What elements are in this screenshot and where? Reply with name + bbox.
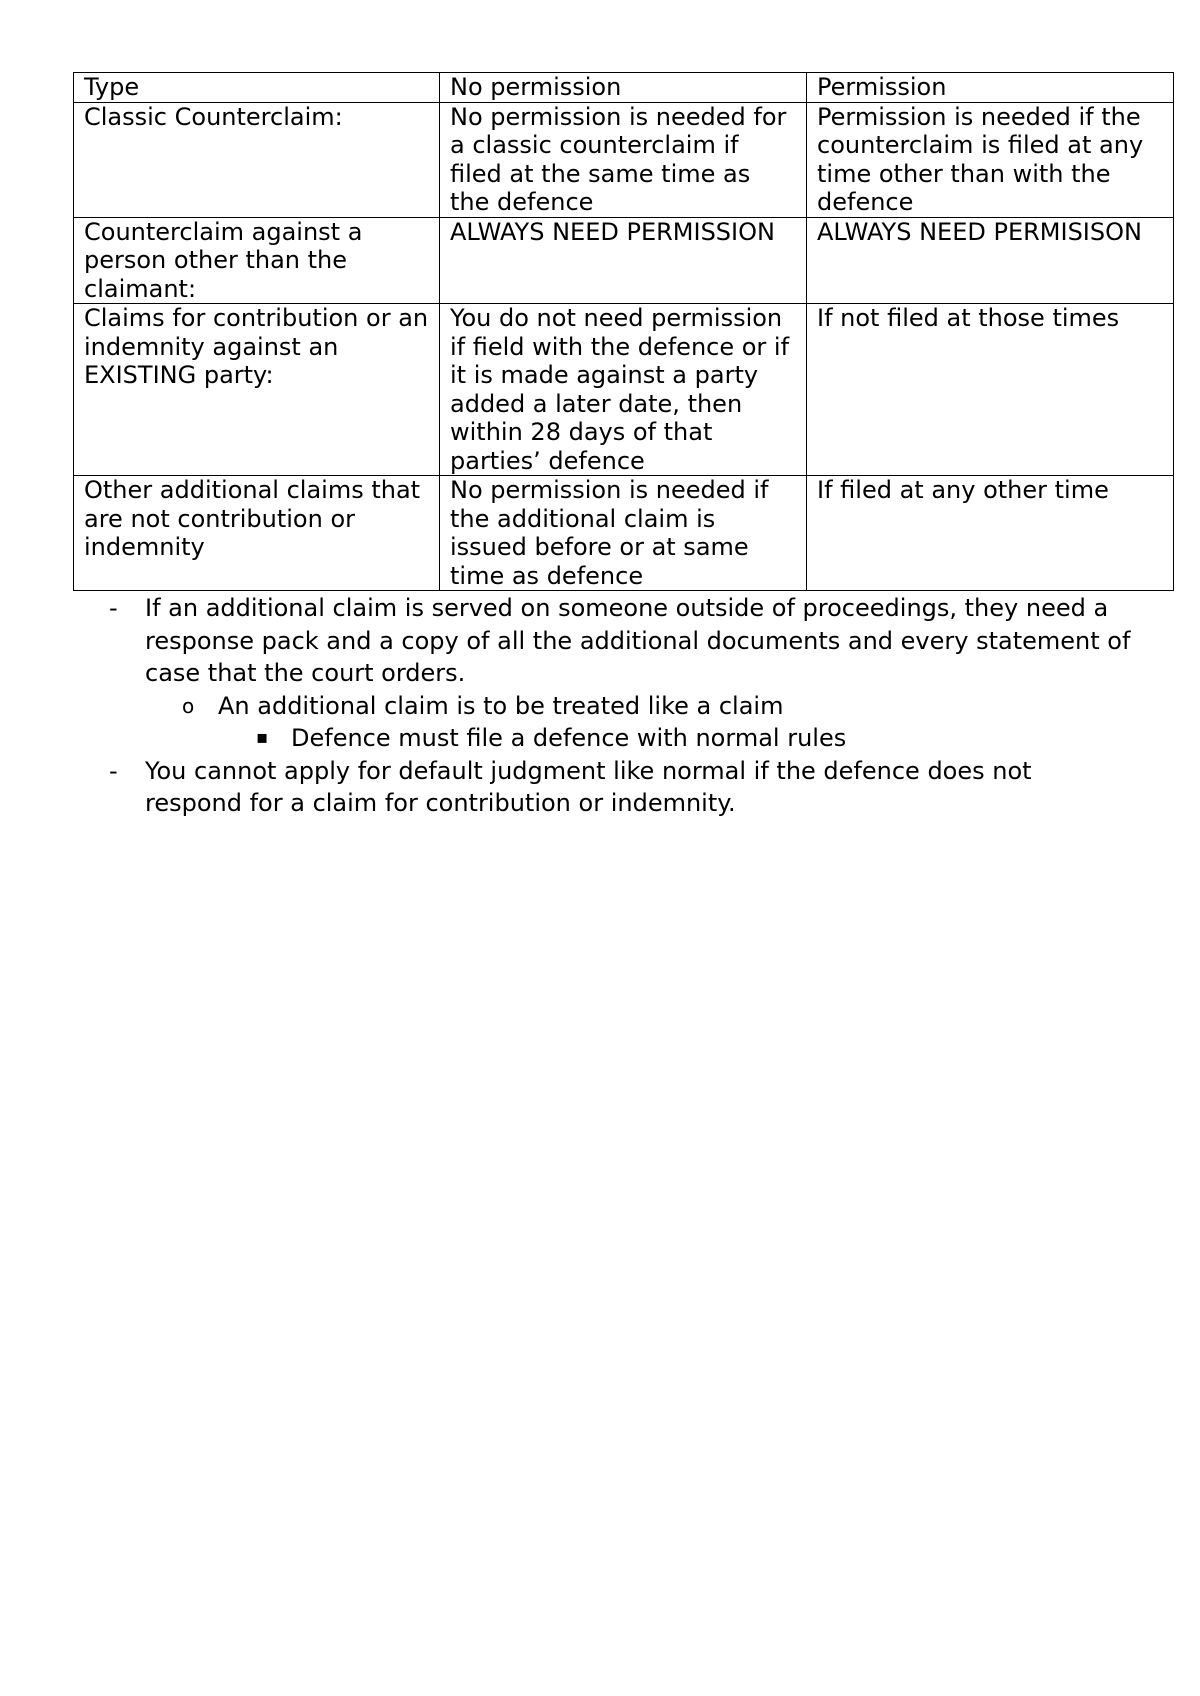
list-item — [73, 722, 1133, 755]
table-row — [74, 217, 1174, 304]
dash-bullet-icon: - — [109, 594, 118, 622]
list-item — [73, 755, 1133, 820]
table-cell: Classic Counterclaim: — [74, 102, 440, 217]
table-cell: You do not need permission if field with the defence or if it is made against a party added a later date, then within 28 days of that parties’ defence — [440, 304, 807, 476]
table-cell: If filed at any other time — [807, 476, 1174, 591]
header-cell-no-permission: No permission — [440, 73, 807, 103]
table-cell: Other additional claims that are not contribution or indemnity — [74, 476, 440, 591]
table-cell: Permission is needed if the counterclaim is filed at any time other than with the defence — [807, 102, 1174, 217]
permission-table — [73, 72, 1174, 591]
table-cell: If not filed at those times — [807, 304, 1174, 476]
square-bullet-icon: ▪ — [256, 727, 269, 748]
table-cell: No permission is needed for a classic counterclaim if filed at the same time as the defence — [440, 102, 807, 217]
table-cell: No permission is needed if the additional claim is issued before or at same time as defence — [440, 476, 807, 591]
list-item — [73, 690, 1133, 723]
header-cell-permission: Permission — [807, 73, 1174, 103]
table-row — [74, 102, 1174, 217]
table-cell: Claims for contribution or an indemnity against an EXISTING party: — [74, 304, 440, 476]
circle-bullet-icon: o — [182, 693, 195, 718]
list-item — [73, 592, 1133, 690]
list-item-text: Defence must file a defence with normal rules — [291, 724, 847, 752]
table-row — [74, 476, 1174, 591]
bullet-list — [73, 592, 1133, 820]
list-item-text: You cannot apply for default judgment like normal if the defence does not respond for a claim for contribution or indemnity. — [145, 756, 1032, 817]
table-cell: Counterclaim against a person other than the claimant: — [74, 217, 440, 304]
table-header-row — [74, 73, 1174, 103]
dash-bullet-icon: - — [109, 756, 118, 785]
table-cell: ALWAYS NEED PERMISISON — [807, 217, 1174, 304]
list-item-text: An additional claim is to be treated like a claim — [218, 691, 784, 720]
list-item-text: If an additional claim is served on someone outside of proceedings, they need a response pack and a copy of all the additional documents and every statement of case that the court orders. — [145, 594, 1131, 687]
header-cell-type: Type — [74, 73, 440, 103]
table-cell: ALWAYS NEED PERMISSION — [440, 217, 807, 304]
table-row — [74, 304, 1174, 476]
